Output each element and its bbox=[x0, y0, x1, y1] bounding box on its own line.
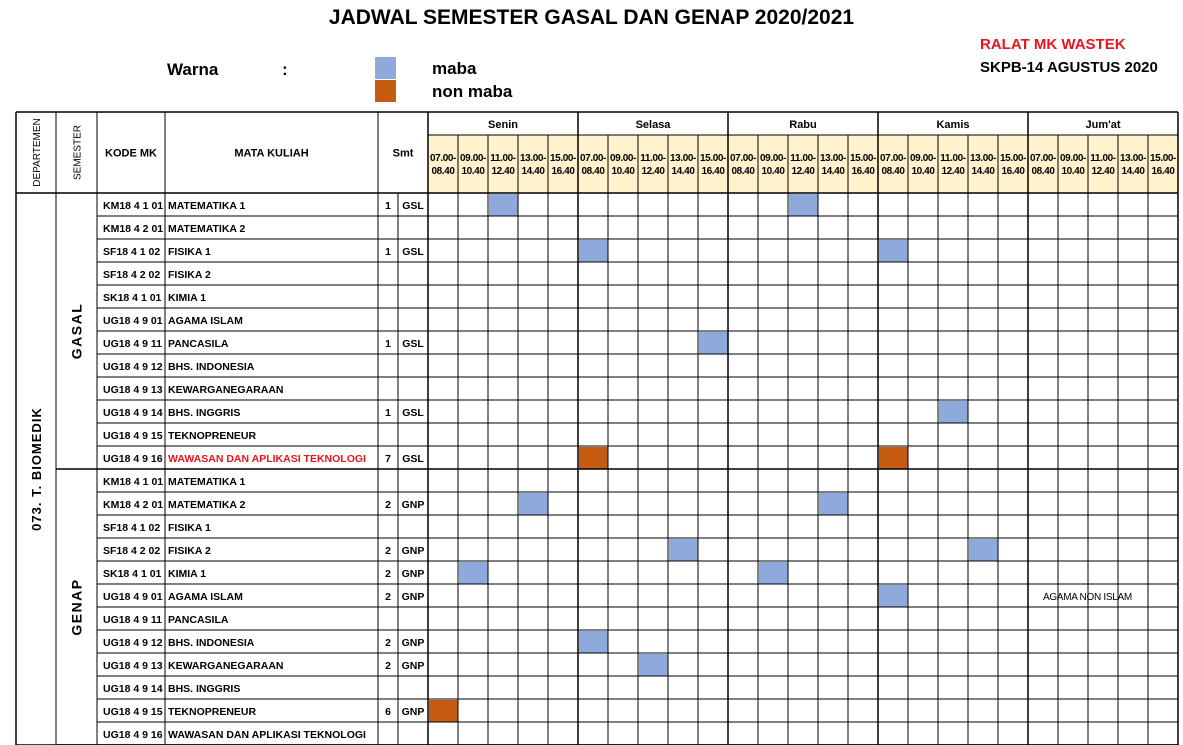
slot-end: 08.40 bbox=[431, 166, 455, 177]
smt-number: 2 bbox=[385, 545, 391, 557]
kode-mk: UG18 4 9 11 bbox=[103, 614, 162, 626]
slot-end: 10.40 bbox=[911, 166, 935, 177]
kode-mk: UG18 4 9 01 bbox=[103, 315, 163, 327]
slot-start: 13.00- bbox=[820, 153, 846, 164]
smt-type: GSL bbox=[402, 453, 424, 465]
slot-header-cell bbox=[758, 135, 788, 193]
slot-end: 12.40 bbox=[641, 166, 665, 177]
day-header: Senin bbox=[488, 119, 518, 131]
slot-start: 11.00- bbox=[490, 153, 516, 164]
slot-header-cell bbox=[788, 135, 818, 193]
kode-mk: SF18 4 1 02 bbox=[103, 522, 161, 534]
smt-number: 6 bbox=[385, 706, 391, 718]
slot-start: 11.00- bbox=[940, 153, 966, 164]
kode-mk: UG18 4 9 01 bbox=[103, 591, 163, 603]
slot-end: 12.40 bbox=[791, 166, 815, 177]
kode-mk: KM18 4 1 01 bbox=[103, 476, 164, 488]
kode-mk: UG18 4 9 16 bbox=[103, 453, 163, 465]
slot-end: 12.40 bbox=[1091, 166, 1115, 177]
slot-header-cell bbox=[1148, 135, 1178, 193]
schedule-cell-maba bbox=[879, 585, 908, 607]
kode-mk: SF18 4 2 02 bbox=[103, 269, 161, 281]
slot-start: 07.00- bbox=[730, 153, 756, 164]
mata-kuliah: BHS. INGGRIS bbox=[168, 407, 241, 419]
slot-start: 15.00- bbox=[850, 153, 876, 164]
legend-label-non-maba: non maba bbox=[432, 82, 513, 101]
smt-type: GNP bbox=[401, 706, 425, 718]
slot-end: 12.40 bbox=[941, 166, 965, 177]
slot-start: 13.00- bbox=[1120, 153, 1146, 164]
slot-end: 08.40 bbox=[1031, 166, 1055, 177]
schedule-cell-maba bbox=[819, 493, 848, 515]
kode-mk: UG18 4 9 11 bbox=[103, 338, 162, 350]
slot-start: 11.00- bbox=[790, 153, 816, 164]
slot-start: 07.00- bbox=[1030, 153, 1056, 164]
slot-header-cell bbox=[878, 135, 908, 193]
slot-header-cell bbox=[608, 135, 638, 193]
slot-end: 16.40 bbox=[551, 166, 575, 177]
smt-type: GSL bbox=[402, 246, 424, 258]
slot-header-cell bbox=[728, 135, 758, 193]
slot-start: 09.00- bbox=[610, 153, 636, 164]
slot-header-cell bbox=[1118, 135, 1148, 193]
slot-start: 09.00- bbox=[460, 153, 486, 164]
mata-kuliah: KIMIA 1 bbox=[168, 292, 207, 304]
mata-kuliah: KEWARGANEGARAAN bbox=[168, 384, 284, 396]
smt-number: 7 bbox=[385, 453, 391, 465]
smt-type: GNP bbox=[401, 568, 425, 580]
kode-mk: SF18 4 2 02 bbox=[103, 545, 161, 557]
smt-type: GNP bbox=[401, 591, 425, 603]
slot-header-cell bbox=[908, 135, 938, 193]
day-header: Rabu bbox=[789, 119, 817, 131]
header-semester: SEMESTER bbox=[72, 124, 84, 181]
smt-number: 1 bbox=[385, 407, 391, 419]
day-header: Selasa bbox=[635, 119, 671, 131]
kode-mk: UG18 4 9 15 bbox=[103, 706, 163, 718]
slot-header-cell bbox=[548, 135, 578, 193]
mata-kuliah: MATEMATIKA 2 bbox=[168, 499, 246, 511]
slot-start: 13.00- bbox=[520, 153, 546, 164]
schedule-cell-maba bbox=[759, 562, 788, 584]
schedule-cell-maba bbox=[579, 240, 608, 262]
slot-header-cell bbox=[848, 135, 878, 193]
schedule-cell-non-maba bbox=[429, 700, 458, 722]
slot-start: 11.00- bbox=[1090, 153, 1116, 164]
schedule-cell-maba bbox=[879, 240, 908, 262]
mata-kuliah: MATEMATIKA 1 bbox=[168, 200, 246, 212]
smt-type: GNP bbox=[401, 637, 425, 649]
slot-header-cell bbox=[1058, 135, 1088, 193]
smt-type: GSL bbox=[402, 200, 424, 212]
schedule-cell-maba bbox=[699, 332, 728, 354]
semester-label: GENAP bbox=[68, 578, 85, 636]
mata-kuliah: AGAMA ISLAM bbox=[168, 591, 243, 603]
slot-header-cell bbox=[938, 135, 968, 193]
page-title: JADWAL SEMESTER GASAL DAN GENAP 2020/2021 bbox=[328, 6, 855, 29]
schedule-cell-maba bbox=[939, 401, 968, 423]
kode-mk: UG18 4 9 14 bbox=[103, 683, 163, 695]
smt-type: GNP bbox=[401, 545, 425, 557]
schedule-cell-maba bbox=[789, 194, 818, 216]
mata-kuliah: TEKNOPRENEUR bbox=[168, 706, 257, 718]
header-kode-mk: KODE MK bbox=[105, 147, 157, 160]
slot-header-cell bbox=[518, 135, 548, 193]
slot-end: 14.40 bbox=[821, 166, 845, 177]
slot-header-cell bbox=[818, 135, 848, 193]
slot-start: 15.00- bbox=[1150, 153, 1176, 164]
legend-label-maba: maba bbox=[432, 59, 477, 78]
mata-kuliah: PANCASILA bbox=[168, 338, 229, 350]
slot-end: 14.40 bbox=[671, 166, 695, 177]
day-header: Jum'at bbox=[1085, 119, 1121, 131]
mata-kuliah: FISIKA 2 bbox=[168, 545, 211, 557]
kode-mk: SK18 4 1 01 bbox=[103, 568, 162, 580]
legend-colon: : bbox=[282, 60, 288, 79]
mata-kuliah: MATEMATIKA 2 bbox=[168, 223, 246, 235]
slot-header-cell bbox=[998, 135, 1028, 193]
schedule-cell-non-maba bbox=[879, 447, 908, 469]
legend-label: Warna bbox=[167, 60, 219, 79]
schedule-cell-maba bbox=[489, 194, 518, 216]
slot-start: 15.00- bbox=[700, 153, 726, 164]
mata-kuliah: BHS. INDONESIA bbox=[168, 361, 255, 373]
schedule-cell-maba bbox=[669, 539, 698, 561]
smt-number: 1 bbox=[385, 200, 391, 212]
schedule-cell-maba bbox=[969, 539, 998, 561]
slot-header-cell bbox=[698, 135, 728, 193]
slot-start: 07.00- bbox=[580, 153, 606, 164]
mata-kuliah: WAWASAN DAN APLIKASI TEKNOLOGI bbox=[168, 453, 366, 465]
slot-start: 15.00- bbox=[1000, 153, 1026, 164]
slot-end: 10.40 bbox=[761, 166, 785, 177]
slot-end: 14.40 bbox=[521, 166, 545, 177]
mata-kuliah: KEWARGANEGARAAN bbox=[168, 660, 284, 672]
mata-kuliah: FISIKA 1 bbox=[168, 522, 211, 534]
slot-end: 12.40 bbox=[491, 166, 515, 177]
department-label: 073. T. BIOMEDIK bbox=[29, 407, 44, 531]
smt-number: 1 bbox=[385, 338, 391, 350]
smt-number: 2 bbox=[385, 660, 391, 672]
kode-mk: UG18 4 9 13 bbox=[103, 660, 163, 672]
kode-mk: KM18 4 2 01 bbox=[103, 499, 164, 511]
slot-start: 15.00- bbox=[550, 153, 576, 164]
schedule-cell-non-maba bbox=[579, 447, 608, 469]
smt-type: GSL bbox=[402, 407, 424, 419]
schedule-cell-maba bbox=[579, 631, 608, 653]
slot-end: 14.40 bbox=[1121, 166, 1145, 177]
mata-kuliah: BHS. INDONESIA bbox=[168, 637, 255, 649]
slot-header-cell bbox=[638, 135, 668, 193]
kode-mk: UG18 4 9 13 bbox=[103, 384, 163, 396]
smt-type: GSL bbox=[402, 338, 424, 350]
header-mata-kuliah: MATA KULIAH bbox=[234, 147, 309, 160]
slot-start: 09.00- bbox=[760, 153, 786, 164]
slot-start: 13.00- bbox=[670, 153, 696, 164]
slot-header-cell bbox=[578, 135, 608, 193]
slot-header-cell bbox=[668, 135, 698, 193]
slot-end: 08.40 bbox=[581, 166, 605, 177]
slot-header-cell bbox=[1028, 135, 1058, 193]
smt-number: 2 bbox=[385, 591, 391, 603]
slot-end: 08.40 bbox=[881, 166, 905, 177]
slot-header-cell bbox=[968, 135, 998, 193]
schedule-cell-maba bbox=[519, 493, 548, 515]
slot-header-cell bbox=[428, 135, 458, 193]
skpb-date: SKPB-14 AGUSTUS 2020 bbox=[980, 59, 1158, 76]
slot-start: 07.00- bbox=[880, 153, 906, 164]
ralat-note: RALAT MK WASTEK bbox=[980, 36, 1126, 53]
mata-kuliah: FISIKA 2 bbox=[168, 269, 211, 281]
kode-mk: UG18 4 9 14 bbox=[103, 407, 163, 419]
semester-label: GASAL bbox=[68, 302, 85, 360]
slot-header-cell bbox=[488, 135, 518, 193]
slot-end: 08.40 bbox=[731, 166, 755, 177]
mata-kuliah: FISIKA 1 bbox=[168, 246, 211, 258]
kode-mk: UG18 4 9 15 bbox=[103, 430, 163, 442]
schedule-cell-maba bbox=[459, 562, 488, 584]
kode-mk: UG18 4 9 12 bbox=[103, 637, 163, 649]
kode-mk: SK18 4 1 01 bbox=[103, 292, 162, 304]
mata-kuliah: WAWASAN DAN APLIKASI TEKNOLOGI bbox=[168, 729, 366, 741]
header-departemen: DEPARTEMEN bbox=[32, 118, 43, 187]
note-agama-non-islam: AGAMA NON ISLAM bbox=[1043, 592, 1132, 603]
slot-start: 11.00- bbox=[640, 153, 666, 164]
slot-start: 13.00- bbox=[970, 153, 996, 164]
kode-mk: UG18 4 9 16 bbox=[103, 729, 163, 741]
kode-mk: UG18 4 9 12 bbox=[103, 361, 163, 373]
smt-number: 2 bbox=[385, 499, 391, 511]
mata-kuliah: KIMIA 1 bbox=[168, 568, 207, 580]
slot-header-cell bbox=[1088, 135, 1118, 193]
mata-kuliah: MATEMATIKA 1 bbox=[168, 476, 246, 488]
mata-kuliah: BHS. INGGRIS bbox=[168, 683, 241, 695]
kode-mk: KM18 4 1 01 bbox=[103, 200, 164, 212]
mata-kuliah: TEKNOPRENEUR bbox=[168, 430, 257, 442]
slot-end: 14.40 bbox=[971, 166, 995, 177]
slot-start: 09.00- bbox=[910, 153, 936, 164]
header-smt: Smt bbox=[392, 147, 414, 160]
slot-end: 16.40 bbox=[1001, 166, 1025, 177]
slot-header-cell bbox=[458, 135, 488, 193]
smt-number: 2 bbox=[385, 637, 391, 649]
day-header: Kamis bbox=[936, 119, 970, 131]
slot-end: 10.40 bbox=[1061, 166, 1085, 177]
slot-end: 16.40 bbox=[701, 166, 725, 177]
mata-kuliah: PANCASILA bbox=[168, 614, 229, 626]
slot-end: 16.40 bbox=[1151, 166, 1175, 177]
smt-number: 1 bbox=[385, 246, 391, 258]
slot-start: 09.00- bbox=[1060, 153, 1086, 164]
kode-mk: KM18 4 2 01 bbox=[103, 223, 164, 235]
schedule-cell-maba bbox=[639, 654, 668, 676]
slot-end: 10.40 bbox=[611, 166, 635, 177]
smt-number: 2 bbox=[385, 568, 391, 580]
mata-kuliah: AGAMA ISLAM bbox=[168, 315, 243, 327]
slot-end: 10.40 bbox=[461, 166, 485, 177]
smt-type: GNP bbox=[401, 660, 425, 672]
slot-start: 07.00- bbox=[430, 153, 456, 164]
kode-mk: SF18 4 1 02 bbox=[103, 246, 161, 258]
slot-end: 16.40 bbox=[851, 166, 875, 177]
smt-type: GNP bbox=[401, 499, 425, 511]
